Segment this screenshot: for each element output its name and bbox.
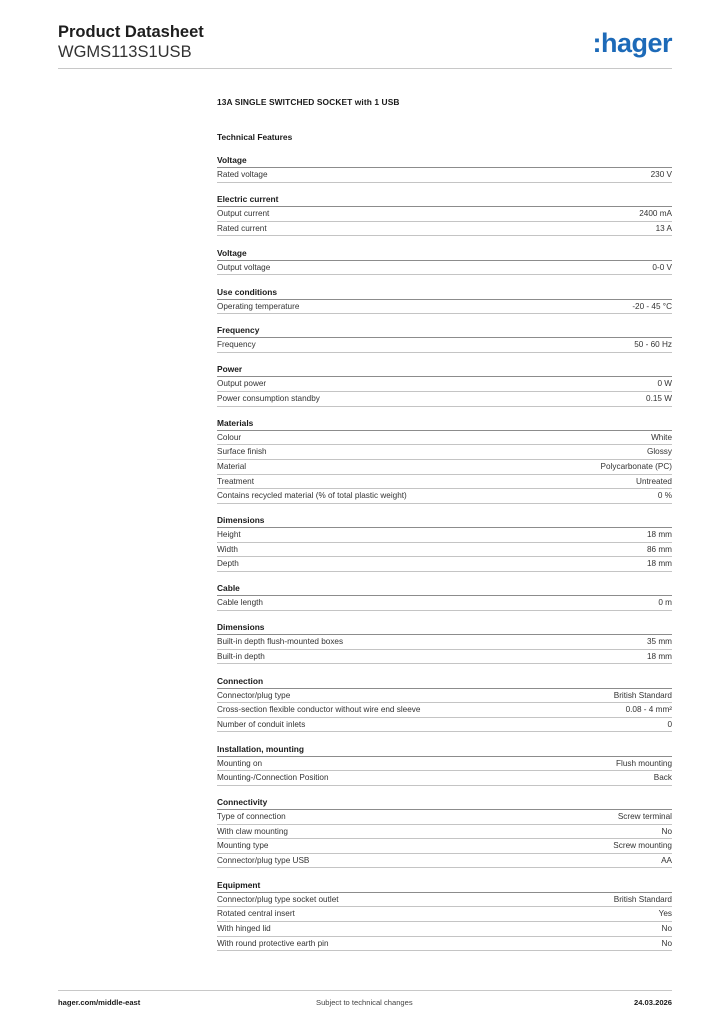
feature-label: Height <box>217 530 241 540</box>
table-row <box>217 392 672 407</box>
feature-value: Screw mounting <box>613 841 672 851</box>
table-row <box>217 557 672 572</box>
feature-value: 0-0 V <box>652 262 672 272</box>
feature-label: Connector/plug type USB <box>217 855 310 865</box>
feature-label: Type of connection <box>217 812 286 822</box>
section-title: Dimensions <box>217 514 672 528</box>
feature-label: Connector/plug type <box>217 690 291 700</box>
table-row <box>217 300 672 315</box>
feature-label: Contains recycled material (% of total plastic weight) <box>217 491 407 501</box>
feature-value: No <box>661 923 672 933</box>
table-row <box>217 771 672 786</box>
table-row <box>217 543 672 558</box>
feature-label: Mounting on <box>217 758 263 768</box>
feature-section <box>217 796 672 868</box>
feature-label: Mounting type <box>217 841 269 851</box>
feature-value: 0 % <box>657 491 672 501</box>
feature-section <box>217 621 672 664</box>
footer-date: 24.03.2026 <box>633 998 672 1007</box>
table-row <box>217 757 672 772</box>
feature-value: 50 - 60 Hz <box>634 340 672 350</box>
footer-notice: Subject to technical changes <box>316 998 413 1007</box>
feature-label: Cross-section flexible conductor without wire end sleeve <box>217 705 421 715</box>
feature-value: Flush mounting <box>616 758 672 768</box>
feature-value: No <box>661 826 672 836</box>
table-row <box>217 445 672 460</box>
feature-value: British Standard <box>613 894 672 904</box>
feature-label: Colour <box>217 432 242 442</box>
feature-label: With claw mounting <box>217 826 288 836</box>
feature-label: Connector/plug type socket outlet <box>217 894 339 904</box>
feature-value: 18 mm <box>646 651 672 661</box>
feature-section <box>217 675 672 733</box>
table-row <box>217 377 672 392</box>
feature-value: Screw terminal <box>617 812 672 822</box>
feature-label: Surface finish <box>217 447 267 457</box>
feature-value: 18 mm <box>646 559 672 569</box>
section-title: Installation, mounting <box>217 743 672 757</box>
table-row <box>217 893 672 908</box>
feature-value: 0 m <box>658 598 672 608</box>
table-row <box>217 261 672 276</box>
section-title: Connection <box>217 675 672 689</box>
table-row <box>217 338 672 353</box>
feature-label: Operating temperature <box>217 301 300 311</box>
feature-value: 13 A <box>655 223 672 233</box>
section-title: Voltage <box>217 154 672 168</box>
table-row <box>217 854 672 869</box>
feature-value: 0.15 W <box>646 393 672 403</box>
table-row <box>217 222 672 237</box>
feature-section <box>217 582 672 611</box>
feature-label: Frequency <box>217 340 256 350</box>
feature-label: Built-in depth <box>217 651 265 661</box>
product-name: 13A SINGLE SWITCHED SOCKET with 1 USB <box>217 97 400 107</box>
section-title: Connectivity <box>217 796 672 810</box>
table-row <box>217 907 672 922</box>
feature-value: 0 <box>667 719 672 729</box>
feature-label: Built-in depth flush-mounted boxes <box>217 637 344 647</box>
feature-value: 35 mm <box>646 637 672 647</box>
feature-sections <box>217 154 672 951</box>
table-row <box>217 703 672 718</box>
table-row <box>217 922 672 937</box>
feature-section <box>217 363 672 406</box>
section-title: Dimensions <box>217 621 672 635</box>
feature-value: Polycarbonate (PC) <box>600 462 672 472</box>
feature-section <box>217 324 672 353</box>
feature-section <box>217 514 672 572</box>
feature-value: -20 - 45 °C <box>632 301 672 311</box>
header-divider <box>58 68 672 69</box>
section-title: Cable <box>217 582 672 596</box>
datasheet-content <box>217 95 672 951</box>
feature-value: 0.08 - 4 mm² <box>625 705 672 715</box>
feature-label: Mounting-/Connection Position <box>217 773 329 783</box>
feature-section <box>217 743 672 786</box>
footer-divider <box>58 990 672 991</box>
section-title: Frequency <box>217 324 672 338</box>
table-row <box>217 635 672 650</box>
feature-value: Back <box>653 773 672 783</box>
document-title: Product Datasheet <box>58 23 204 41</box>
feature-value: 2400 mA <box>639 209 672 219</box>
feature-section <box>217 154 672 183</box>
feature-label: Rated voltage <box>217 170 268 180</box>
table-row <box>217 650 672 665</box>
feature-value: 86 mm <box>646 544 672 554</box>
feature-label: Number of conduit inlets <box>217 719 306 729</box>
table-row <box>217 937 672 952</box>
table-row <box>217 596 672 611</box>
feature-value: 0 W <box>657 379 672 389</box>
feature-value: Glossy <box>646 447 672 457</box>
table-row <box>217 207 672 222</box>
table-row <box>217 475 672 490</box>
feature-label: Output voltage <box>217 262 271 272</box>
page-header <box>58 22 672 70</box>
footer-website: hager.com/middle-east <box>58 998 141 1007</box>
table-row <box>217 460 672 475</box>
feature-label: Treatment <box>217 476 255 486</box>
table-row <box>217 825 672 840</box>
feature-value: Yes <box>658 909 672 919</box>
feature-label: Material <box>217 462 247 472</box>
feature-value: 230 V <box>650 170 672 180</box>
feature-value: White <box>651 432 672 442</box>
table-row <box>217 528 672 543</box>
section-title: Equipment <box>217 879 672 893</box>
feature-label: With hinged lid <box>217 923 271 933</box>
feature-label: Cable length <box>217 598 263 608</box>
feature-value: British Standard <box>613 690 672 700</box>
table-row <box>217 810 672 825</box>
feature-value: No <box>661 938 672 948</box>
table-row <box>217 689 672 704</box>
feature-section <box>217 247 672 276</box>
table-row <box>217 489 672 504</box>
table-row <box>217 718 672 733</box>
feature-label: Rotated central insert <box>217 909 295 919</box>
section-title: Voltage <box>217 247 672 261</box>
feature-label: Power consumption standby <box>217 393 320 403</box>
feature-label: Width <box>217 544 238 554</box>
table-row <box>217 168 672 183</box>
feature-section <box>217 879 672 951</box>
feature-label: Depth <box>217 559 239 569</box>
table-row <box>217 839 672 854</box>
section-title: Electric current <box>217 193 672 207</box>
feature-label: Rated current <box>217 223 267 233</box>
feature-section <box>217 193 672 236</box>
table-row <box>217 431 672 446</box>
feature-value: Untreated <box>636 476 672 486</box>
feature-value: 18 mm <box>646 530 672 540</box>
section-title: Materials <box>217 417 672 431</box>
section-title: Use conditions <box>217 286 672 300</box>
section-title: Power <box>217 363 672 377</box>
feature-label: With round protective earth pin <box>217 938 329 948</box>
feature-label: Output power <box>217 379 267 389</box>
hager-logo: :hager <box>592 28 672 58</box>
feature-label: Output current <box>217 209 270 219</box>
feature-section <box>217 286 672 315</box>
feature-section <box>217 417 672 504</box>
page-footer <box>58 998 672 1010</box>
product-code: WGMS113S1USB <box>58 43 192 61</box>
feature-value: AA <box>661 855 672 865</box>
technical-features-heading: Technical Features <box>217 132 293 142</box>
